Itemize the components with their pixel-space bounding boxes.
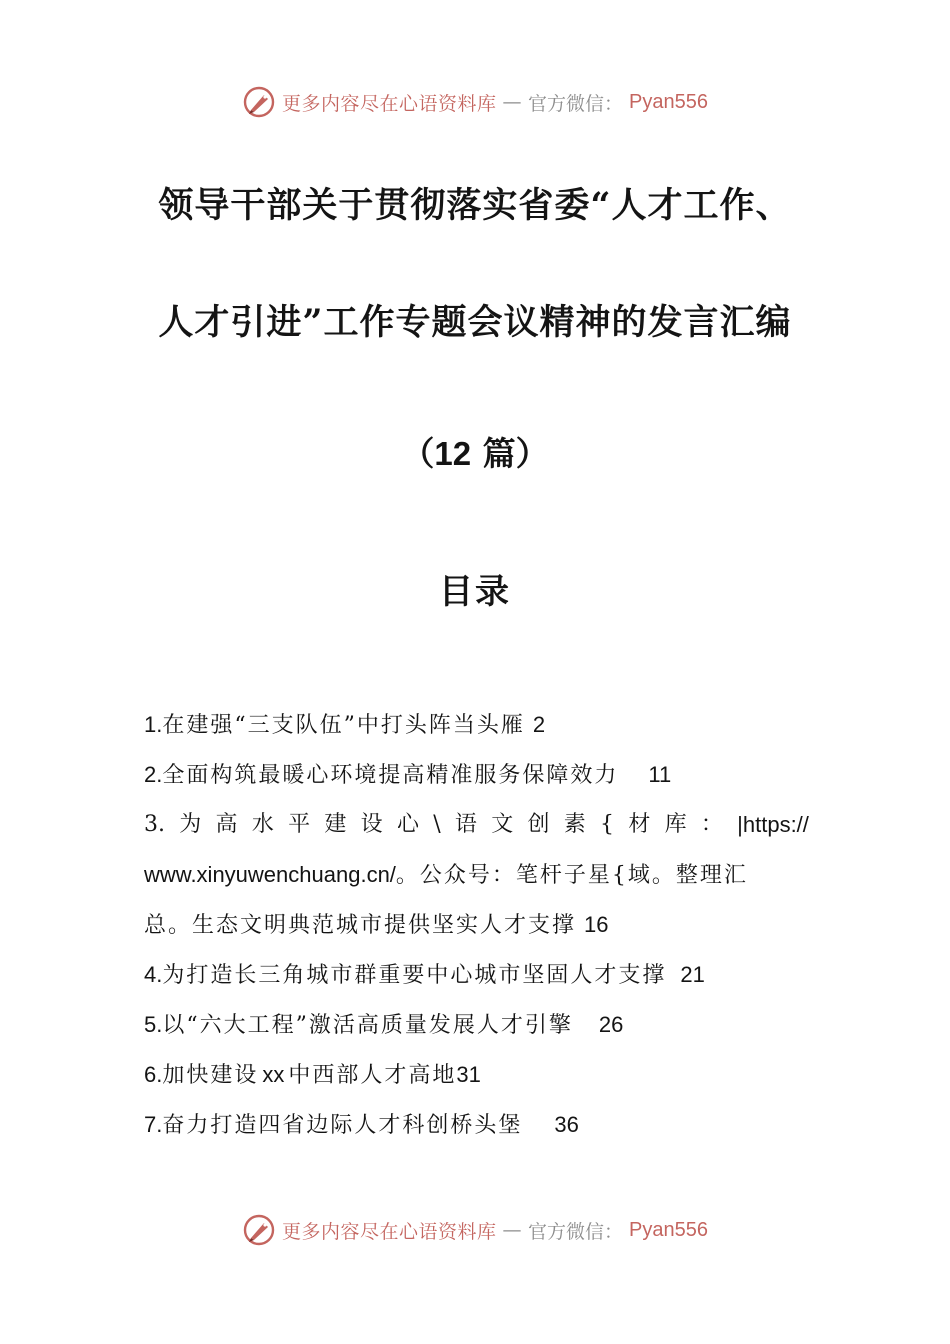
toc-item-char: 材 (628, 812, 651, 837)
toc-item-4[interactable] (144, 950, 809, 1000)
count-word: 篇 (471, 434, 516, 473)
toc-item-char: 素 (563, 812, 586, 837)
toc-item-number: 5. (144, 1012, 163, 1037)
toc-item-6[interactable] (144, 1050, 809, 1100)
toc-item-number: 4. (144, 962, 163, 987)
toc-item-url-start: |https:// (737, 812, 809, 837)
banner-wechat-label: 官方微信： (528, 1220, 624, 1243)
toc-item-url: www.xinyuwenchuang.cn/ (144, 862, 396, 887)
toc-item-number: 6. (144, 1062, 163, 1087)
header-watermark-banner (0, 82, 950, 122)
toc-item-number: 7. (144, 1112, 163, 1137)
banner-site-text: 更多内容尽在心语资料库 (282, 1220, 497, 1243)
toc-item-title: 以“六大工程”激活高质量发展人才引擎 (162, 1013, 573, 1038)
toc-item-number: 1. (144, 712, 163, 737)
toc-item-3-line-3[interactable] (144, 900, 809, 950)
count-close-paren: ） (515, 434, 549, 473)
toc-item-char: 平 (288, 812, 311, 837)
toc-item-number: 3. (144, 812, 165, 837)
toc-item-3-line-2[interactable] (144, 850, 809, 900)
document-article-count (0, 428, 950, 475)
toc-item-char: 创 (527, 812, 550, 837)
toc-item-page: 26 (598, 1012, 624, 1037)
toc-item-char: { (600, 812, 615, 837)
banner-content (242, 85, 708, 119)
banner-dash: — (502, 1219, 523, 1241)
toc-item-page: 2 (532, 712, 546, 737)
pen-nib-logo-icon (242, 85, 276, 119)
toc-item-page: 21 (680, 962, 705, 987)
toc-item-char: 文 (491, 812, 514, 837)
toc-item-char: ： (700, 812, 723, 837)
banner-wechat-id: Pyan556 (629, 90, 708, 113)
toc-item-char: 高 (215, 812, 238, 837)
toc-item-char: 建 (324, 812, 347, 837)
toc-item-title: 中西部人才高地 (288, 1063, 457, 1088)
pen-nib-logo-icon (242, 1213, 276, 1247)
toc-item-title-latin: xx (262, 1062, 285, 1087)
table-of-contents (144, 700, 809, 1150)
toc-item-char: 心 (396, 812, 419, 837)
banner-wechat-label: 官方微信： (528, 92, 624, 115)
toc-item-5[interactable] (144, 1000, 809, 1050)
toc-item-title: 奋力打造四省边际人才科创桥头堡 (162, 1113, 523, 1138)
banner-content (242, 1213, 708, 1247)
toc-item-title-continued: 。公众号：笔杆子星{域。整理汇 (395, 863, 748, 888)
footer-watermark-banner (0, 1210, 950, 1250)
count-open-paren: （ (401, 434, 435, 473)
toc-item-char: 为 (179, 812, 202, 837)
toc-item-char: \ (433, 812, 441, 837)
toc-item-3-line-1[interactable] (144, 800, 809, 850)
toc-item-title: 为打造长三角城市群重要中心城市坚固人才支撑 (162, 963, 667, 988)
banner-site-text: 更多内容尽在心语资料库 (282, 92, 497, 115)
toc-item-page: 11 (648, 762, 672, 787)
toc-item-number: 2. (144, 762, 163, 787)
banner-dash: — (502, 91, 523, 113)
toc-item-page: 31 (456, 1062, 481, 1087)
toc-item-7[interactable] (144, 1100, 809, 1150)
toc-item-char: 语 (454, 812, 477, 837)
toc-item-title: 在建强“三支队伍”中打头阵当头雁 (162, 713, 525, 738)
document-title-line-2: 人才引进”工作专题会议精神的发言汇编 (158, 302, 792, 343)
toc-item-title: 加快建设 (162, 1063, 259, 1088)
toc-item-title: 全面构筑最暖心环境提高精准服务保障效力 (162, 763, 619, 788)
toc-item-char: 水 (251, 812, 274, 837)
count-number: 12 (434, 435, 472, 472)
toc-heading: 目录 (439, 572, 511, 612)
toc-item-page: 36 (554, 1112, 579, 1137)
toc-item-2[interactable] (144, 750, 809, 800)
banner-wechat-id: Pyan556 (629, 1218, 708, 1241)
toc-item-page: 16 (584, 912, 609, 937)
document-title-line-1: 领导干部关于贯彻落实省委“人才工作、 (158, 185, 792, 226)
toc-item-char: 设 (360, 812, 383, 837)
toc-item-1[interactable] (144, 700, 809, 750)
toc-item-char: 库 (664, 812, 687, 837)
toc-item-title-continued: 总。生态文明典范城市提供坚实人才支撑 (144, 913, 577, 938)
